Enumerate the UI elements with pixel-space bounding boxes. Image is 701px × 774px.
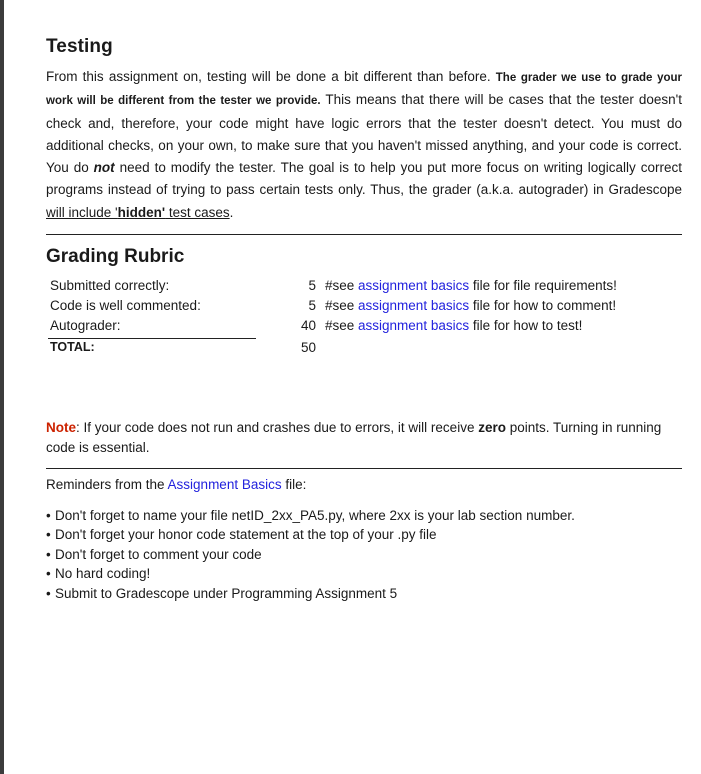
rubric-heading: Grading Rubric xyxy=(46,246,185,268)
list-item xyxy=(46,564,682,583)
bullet-icon: • xyxy=(46,546,51,562)
bullet-icon: • xyxy=(46,527,51,543)
assignment-basics-link[interactable]: assignment basics xyxy=(358,278,470,294)
list-item xyxy=(46,545,682,564)
reminders-list xyxy=(46,506,682,603)
testing-emphasis-not: not xyxy=(93,160,115,176)
testing-heading: Testing xyxy=(46,36,113,57)
reminders-suffix: file: xyxy=(281,477,307,493)
list-item xyxy=(46,506,682,525)
reminders-heading xyxy=(46,477,682,492)
bullet-icon: • xyxy=(46,566,51,582)
note-text-2: points. Turning in running code is essential. xyxy=(46,420,662,456)
rubric-total-rule xyxy=(48,338,256,339)
rubric-row-points: 40 xyxy=(300,318,316,334)
reminders-prefix: Reminders from the xyxy=(46,477,168,493)
list-item xyxy=(46,525,682,544)
assignment-basics-file-link[interactable]: Assignment Basics xyxy=(167,477,282,493)
testing-text-3: need to modify the tester. The goal is to help you put more focus on writing logically correct programs instead of trying to pass certain tests only. Thus, the grader (a.k.a. autograder) in Gradescope xyxy=(46,160,682,198)
bullet-icon: • xyxy=(46,508,51,524)
testing-end: . xyxy=(229,204,234,220)
hidden-tests-underline xyxy=(46,205,230,220)
rubric-row xyxy=(50,318,670,338)
rubric-comment-suffix: file for file requirements! xyxy=(469,278,617,294)
rubric-table xyxy=(46,278,682,360)
testing-text-2: This means that there will be cases that the tester doesn't check and, therefore, your code might have logic errors that the tester doesn't detect. You must do additional checks, on your own, to make sure that you haven't missed anything, and your code is correct. You do xyxy=(46,92,682,176)
rubric-row-label: Submitted correctly: xyxy=(50,278,170,294)
rubric-total-row xyxy=(50,340,670,360)
rubric-total-points: 50 xyxy=(300,340,316,356)
testing-bold-sentence: The grader we use to grade your work will be different from the tester we provide. xyxy=(46,72,682,108)
section-divider-1 xyxy=(46,234,682,235)
reminder-text: No hard coding! xyxy=(55,566,151,582)
rubric-row xyxy=(50,278,670,298)
reminder-text: Don't forget your honor code statement at the top of your .py file xyxy=(55,527,437,543)
note-bold-zero: zero xyxy=(478,420,506,436)
rubric-row-points: 5 xyxy=(308,278,316,294)
rubric-comment-prefix: #see xyxy=(325,298,359,314)
rubric-row-label: Code is well commented: xyxy=(50,298,201,314)
rubric-row-points: 5 xyxy=(308,298,316,314)
list-item xyxy=(46,584,682,603)
rubric-row-comment xyxy=(325,318,582,333)
note-paragraph xyxy=(46,418,682,458)
rubric-comment-suffix: file for how to comment! xyxy=(469,298,617,314)
rubric-row-comment xyxy=(325,278,617,293)
rubric-comment-prefix: #see xyxy=(325,318,359,334)
section-divider-2 xyxy=(46,468,682,469)
note-label: Note xyxy=(46,420,76,436)
rubric-row-comment xyxy=(325,298,616,313)
reminder-text: Don't forget to comment your code xyxy=(55,546,262,562)
page-content xyxy=(46,36,682,603)
hidden-tests-bold: hidden' xyxy=(117,204,166,220)
rubric-total-label: TOTAL: xyxy=(50,340,95,355)
assignment-basics-link[interactable]: assignment basics xyxy=(358,318,470,334)
assignment-basics-link[interactable]: assignment basics xyxy=(358,298,470,314)
note-text-1: : If your code does not run and crashes due to errors, it will receive xyxy=(76,420,479,436)
rubric-comment-suffix: file for how to test! xyxy=(469,318,583,334)
hidden-tests-text-1: will include ' xyxy=(46,204,118,220)
rubric-comment-prefix: #see xyxy=(325,278,359,294)
testing-text-1: From this assignment on, testing will be done a bit different than before. xyxy=(46,69,496,84)
rubric-row xyxy=(50,298,670,318)
rubric-row-label: Autograder: xyxy=(50,318,121,334)
document-page xyxy=(4,0,701,774)
hidden-tests-text-2: test cases xyxy=(165,204,230,220)
reminder-text: Submit to Gradescope under Programming Assignment 5 xyxy=(55,585,398,601)
testing-paragraph xyxy=(46,66,682,224)
reminder-text: Don't forget to name your file netID_2xx_PA5.py, where 2xx is your lab section number. xyxy=(55,508,575,524)
bullet-icon: • xyxy=(46,585,51,601)
